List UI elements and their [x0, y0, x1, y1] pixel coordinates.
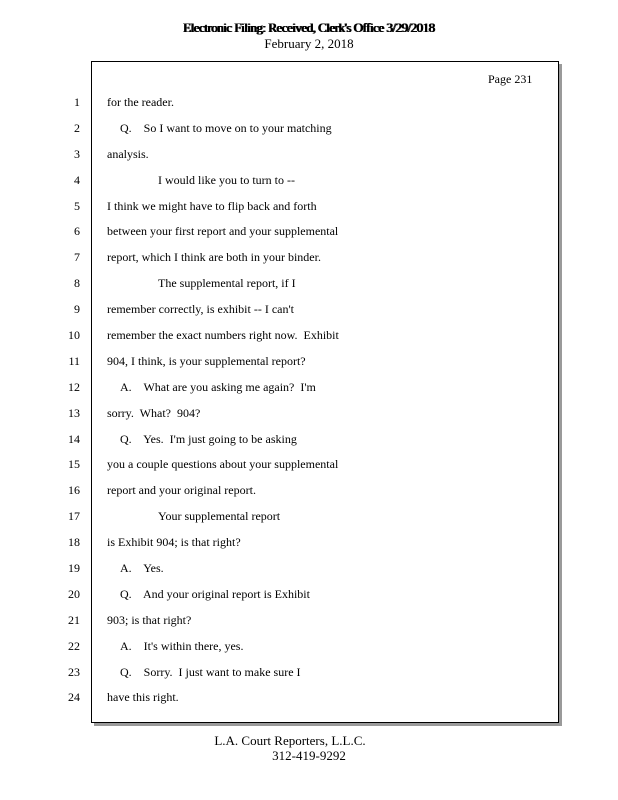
line-number: 23	[68, 664, 80, 679]
line-text: is Exhibit 904; is that right?	[107, 535, 241, 550]
page-number: Page 231	[488, 72, 533, 86]
line-text: A. Yes.	[120, 561, 164, 576]
transcript-line	[0, 94, 618, 120]
line-text: have this right.	[107, 690, 179, 705]
line-number: 24	[68, 690, 80, 705]
transcript-line	[0, 508, 618, 534]
line-number: 18	[68, 535, 80, 550]
line-number: 2	[74, 120, 80, 135]
line-text: Q. And your original report is Exhibit	[120, 586, 310, 601]
line-number: 6	[74, 224, 80, 239]
transcript-line	[0, 431, 618, 457]
line-text: 904, I think, is your supplemental report?	[107, 353, 306, 368]
filing-date: February 2, 2018	[264, 36, 354, 51]
line-number: 11	[68, 353, 80, 368]
court-reporter-phone: 312-419-9292	[272, 748, 346, 763]
line-text: Q. Sorry. I just want to make sure I	[120, 664, 301, 679]
line-number: 12	[68, 379, 80, 394]
line-number: 13	[68, 405, 80, 420]
line-number: 15	[68, 457, 80, 472]
line-text: Q. So I want to move on to your matching	[120, 120, 332, 135]
transcript-lines	[0, 94, 618, 715]
transcript-line	[0, 612, 618, 638]
transcript-line	[0, 198, 618, 224]
line-number: 3	[74, 146, 80, 161]
court-reporter-company: L.A. Court Reporters, L.L.C.	[214, 733, 366, 748]
line-number: 19	[68, 561, 80, 576]
transcript-line	[0, 275, 618, 301]
line-text: for the reader.	[107, 95, 174, 109]
transcript-line	[0, 223, 618, 249]
line-text: A. What are you asking me again? I'm	[120, 379, 316, 394]
line-text: The supplemental report, if I	[158, 276, 296, 291]
line-number: 21	[68, 612, 80, 627]
line-text: report, which I think are both in your binder.	[107, 250, 321, 265]
line-number: 5	[74, 198, 80, 213]
line-number: 20	[68, 586, 80, 601]
line-number: 16	[68, 483, 80, 498]
transcript-line	[0, 120, 618, 146]
line-text: you a couple questions about your supplemental	[107, 457, 339, 472]
transcript-line	[0, 638, 618, 664]
transcript-line	[0, 664, 618, 690]
transcript-line	[0, 249, 618, 275]
line-number: 22	[68, 638, 80, 653]
transcript-line	[0, 456, 618, 482]
line-text: sorry. What? 904?	[107, 405, 201, 420]
transcript-line	[0, 353, 618, 379]
line-number: 7	[74, 250, 80, 265]
line-text: 903; is that right?	[107, 612, 192, 627]
line-number: 14	[68, 431, 80, 446]
transcript-line	[0, 172, 618, 198]
line-number: 1	[74, 95, 80, 109]
line-text: Your supplemental report	[158, 509, 281, 524]
line-text: remember the exact numbers right now. Exhibit	[107, 328, 339, 343]
line-text: I would like you to turn to --	[158, 172, 295, 187]
line-number: 10	[68, 328, 80, 343]
transcript-line	[0, 560, 618, 586]
line-text: Q. Yes. I'm just going to be asking	[120, 431, 297, 446]
transcript-line	[0, 689, 618, 715]
electronic-filing-stamp: Electronic Filing: Received, Clerk's Office 3/29/2018	[183, 20, 435, 35]
line-number: 8	[74, 276, 80, 291]
line-number: 17	[68, 509, 80, 524]
transcript-line	[0, 379, 618, 405]
line-text: I think we might have to flip back and forth	[107, 198, 317, 213]
line-text: between your first report and your supplemental	[107, 224, 339, 239]
line-text: analysis.	[107, 146, 149, 161]
line-text: report and your original report.	[107, 483, 256, 498]
transcript-line	[0, 586, 618, 612]
line-number: 9	[74, 302, 80, 317]
line-number: 4	[74, 172, 80, 187]
line-text: A. It's within there, yes.	[120, 638, 244, 653]
transcript-line	[0, 327, 618, 353]
line-text: remember correctly, is exhibit -- I can't	[107, 302, 294, 317]
transcript-line	[0, 405, 618, 431]
transcript-line	[0, 482, 618, 508]
transcript-line	[0, 146, 618, 172]
transcript-line	[0, 534, 618, 560]
transcript-line	[0, 301, 618, 327]
